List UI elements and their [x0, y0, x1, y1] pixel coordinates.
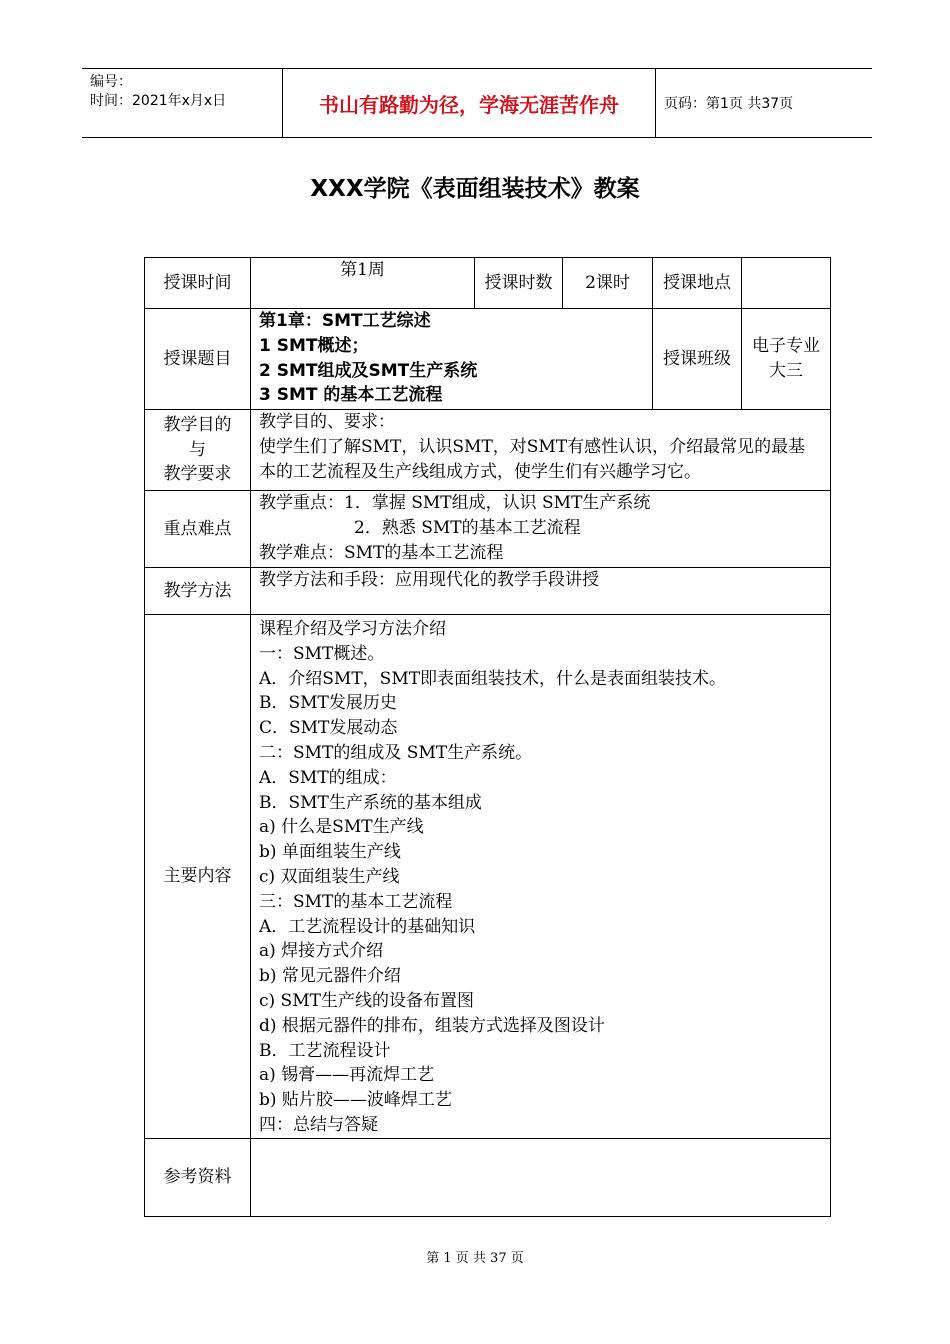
page-header [82, 68, 872, 138]
class-label: 授课班级 [653, 309, 742, 410]
document-title: XXX学院《表面组装技术》教案 [310, 176, 640, 202]
content-line: a) 什么是SMT生产线 [259, 817, 424, 838]
key-point-line: 教学重点：1．掌握 SMT组成，认识 SMT生产系统 [259, 493, 651, 513]
topic-list [251, 309, 653, 410]
topic-item: 3 SMT 的基本工艺流程 [259, 385, 443, 406]
row-time [145, 258, 831, 309]
motto: 书山有路勤为径，学海无涯苦作舟 [282, 69, 656, 137]
content-line: c) 双面组装生产线 [259, 866, 400, 887]
content-line: a) 锡膏——再流焊工艺 [259, 1065, 435, 1086]
content-line: 四：总结与答疑 [259, 1114, 378, 1135]
key-points-label: 重点难点 [145, 491, 251, 568]
content-line: 一：SMT概述。 [259, 643, 385, 664]
topic-item: 1 SMT概述； [259, 335, 369, 356]
difficulty-line: 教学难点：SMT的基本工艺流程 [259, 542, 504, 563]
topic-chapter: 第1章：SMT工艺综述 [259, 311, 431, 331]
row-references [145, 1138, 831, 1216]
date-text: 时间：2021年x月x日 [90, 93, 227, 109]
content-line: A．工艺流程设计的基础知识 [259, 916, 476, 937]
method-text: 教学方法和手段：应用现代化的教学手段讲授 [251, 568, 831, 615]
objectives-heading: 教学目的、要求： [259, 412, 395, 432]
key-points-content [251, 491, 831, 568]
key-point-line: 2．熟悉 SMT的基本工艺流程 [354, 517, 581, 538]
hours-value: 2课时 [563, 258, 653, 309]
place-value [742, 258, 831, 309]
objectives-content [251, 410, 831, 491]
page-footer: 第 1 页 共 37 页 [426, 1251, 524, 1266]
row-main-content [145, 615, 831, 1139]
main-content-list [251, 615, 831, 1139]
row-objectives [145, 410, 831, 491]
page-info: 页码：第1页 共37页 [664, 96, 794, 112]
number-label: 编号： [90, 74, 132, 90]
row-key-points [145, 491, 831, 568]
content-line: b) 常见元器件介绍 [259, 966, 401, 987]
place-label: 授课地点 [653, 258, 742, 309]
content-line: A．SMT的组成： [259, 767, 397, 788]
objectives-text: 使学生们了解SMT，认识SMT，对SMT有感性认识，介绍最常见的最基本的工艺流程及生产线组成方式，使学生们有兴趣学习它。 [259, 436, 806, 482]
time-value: 第1周 [251, 258, 475, 309]
topic-label: 授课题目 [145, 309, 251, 410]
content-line: a) 焊接方式介绍 [259, 941, 384, 962]
content-line: 二：SMT的组成及 SMT生产系统。 [259, 742, 533, 763]
content-line: B．SMT生产系统的基本组成 [259, 792, 482, 813]
class-value: 电子专业大三 [742, 309, 831, 410]
main-content-label: 主要内容 [145, 615, 251, 1139]
content-line: C．SMT发展动态 [259, 718, 398, 739]
content-line: c) SMT生产线的设备布置图 [259, 990, 474, 1011]
header-left [90, 73, 226, 111]
objectives-label-line: 教学目的 [163, 414, 232, 435]
content-line: 课程介绍及学习方法介绍 [259, 619, 446, 639]
row-topic [145, 309, 831, 410]
objectives-label-line: 教学要求 [163, 464, 232, 485]
time-label: 授课时间 [145, 258, 251, 309]
content-line: B．工艺流程设计 [259, 1040, 391, 1061]
lesson-plan-table [144, 257, 831, 1217]
content-line: 三：SMT的基本工艺流程 [259, 891, 453, 912]
references-value [251, 1138, 831, 1216]
content-line: d) 根据元器件的排布，组装方式选择及图设计 [259, 1015, 605, 1036]
content-line: b) 贴片胶——波峰焊工艺 [259, 1090, 452, 1111]
objectives-label-line: 与 [189, 439, 206, 460]
content-line: A．介绍SMT，SMT即表面组装技术，什么是表面组装技术。 [259, 668, 727, 689]
row-method [145, 568, 831, 615]
hours-label: 授课时数 [475, 258, 563, 309]
content-line: b) 单面组装生产线 [259, 842, 401, 863]
content-line: B．SMT发展历史 [259, 693, 397, 714]
references-label: 参考资料 [145, 1138, 251, 1216]
objectives-label [145, 410, 251, 491]
topic-item: 2 SMT组成及SMT生产系统 [259, 360, 478, 381]
method-label: 教学方法 [145, 568, 251, 615]
